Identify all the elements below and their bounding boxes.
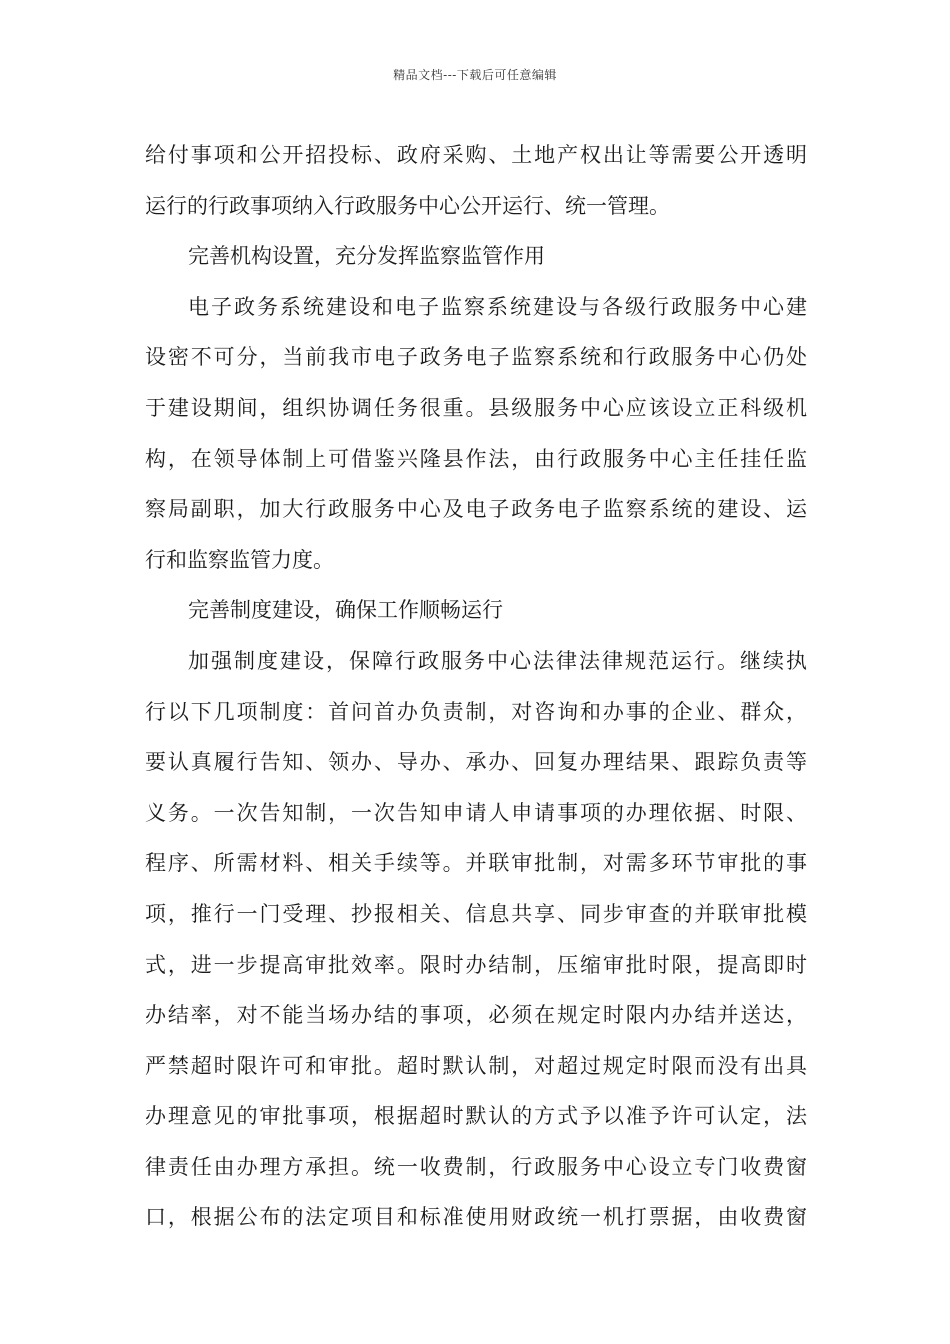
text-line: 行和监察监管力度。	[145, 547, 334, 572]
text-line: 义务。一次告知制，一次告知申请人申请事项的办理依据、时限、	[145, 800, 807, 825]
section-heading: 完善机构设置，充分发挥监察监管作用	[188, 244, 545, 269]
text-line: 给付事项和公开招投标、政府采购、土地产权出让等需要公开透明	[145, 143, 807, 167]
text-line: 程序、所需材料、相关手续等。并联审批制，对需多环节审批的事	[145, 851, 807, 876]
text-line: 加强制度建设，保障行政服务中心法律法律规范运行。继续执	[188, 648, 807, 673]
text-line: 构，在领导体制上可借鉴兴隆县作法，由行政服务中心主任挂任监	[145, 446, 807, 471]
text-line: 办理意见的审批事项，根据超时默认的方式予以准予许可认定，法	[145, 1104, 807, 1129]
text-line: 电子政务系统建设和电子监察系统建设与各级行政服务中心建	[188, 294, 807, 319]
section-heading: 完善制度建设，确保工作顺畅运行	[188, 598, 503, 623]
text-line: 察局副职，加大行政服务中心及电子政务电子监察系统的建设、运	[145, 497, 807, 522]
text-line: 运行的行政事项纳入行政服务中心公开运行、统一管理。	[145, 193, 670, 218]
text-line: 项，推行一门受理、抄报相关、信息共享、同步审查的并联审批模	[145, 901, 807, 926]
text-line: 式，进一步提高审批效率。限时办结制，压缩审批时限，提高即时	[145, 952, 807, 977]
text-line: 要认真履行告知、领办、导办、承办、回复办理结果、跟踪负责等	[145, 750, 807, 775]
document-body	[145, 130, 807, 1243]
text-line: 律责任由办理方承担。统一收费制，行政服务中心设立专门收费窗	[145, 1154, 807, 1179]
text-line: 设密不可分，当前我市电子政务电子监察系统和行政服务中心仍处	[145, 345, 807, 370]
text-line: 办结率，对不能当场办结的事项，必须在规定时限内办结并送达，	[145, 1003, 807, 1028]
text-line: 于建设期间，组织协调任务很重。县级服务中心应该设立正科级机	[145, 395, 807, 420]
text-line: 口，根据公布的法定项目和标准使用财政统一机打票据，由收费窗	[145, 1205, 807, 1230]
text-line: 严禁超时限许可和审批。超时默认制，对超过规定时限而没有出具	[145, 1053, 807, 1078]
text-line: 行以下几项制度：首问首办负责制，对咨询和办事的企业、群众，	[145, 699, 807, 724]
page-header: 精品文档---下载后可任意编辑	[393, 68, 557, 82]
